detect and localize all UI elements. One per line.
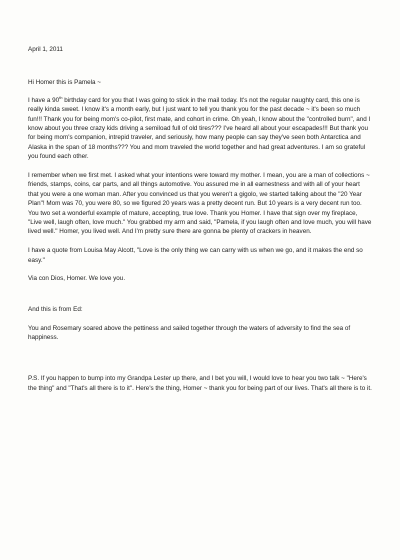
paragraph-birthday: [28, 96, 372, 162]
paragraph-birthday-post: birthday card for you that I was going to stick in the mail today. It's not the regular naughty card, this one is really kinda sweet. I know it's a month early, but I just want to tell you thank you for the past decade ~ it's been so much fun!!! Thank you for being mom's co-pilot, first mate, and cohort in crime. Oh yeah, I know about the "controlled burn", and I know about you three crazy kids driving a semiload full of old tires??? I've heard all about your escapades!!! But thank you for being mom's companion, intrepid traveler, and seriously, how many people can say they've seen both Antarctica and Alaska in the span of 18 months??? You and mom traveled the world together and had great adventures. I am so grateful you found each other.: [28, 96, 371, 161]
ordinal-suffix: th: [59, 94, 63, 100]
paragraph-alcott-quote: I have a quote from Louisa May Alcott, "Love is the only thing we can carry with us when we go, and it makes the end so easy.": [28, 247, 363, 264]
paragraph-postscript: P.S. If you happen to bump into my Grandpa Lester up there, and I bet you will, I would love to hear you two talk ~ "Here's the thing" and "That's all there is to it". Here's the thing, Homer ~ thank you for being part of our lives. That's all there is to it.: [28, 375, 372, 392]
paragraph-birthday-pre: I have a 90: [28, 96, 60, 104]
paragraph-ed-message: You and Rosemary soared above the pettiness and sailed together through the waters of adversity to find the sea of happiness.: [28, 325, 351, 342]
letter-date: April 1, 2011: [28, 46, 63, 53]
paragraph-from-ed: And this is from Ed:: [28, 306, 83, 314]
letter-greeting: Hi Homer this is Pamela ~: [28, 79, 101, 87]
paragraph-first-meeting: I remember when we first met. I asked what your intentions were toward my mother. I mean, you are a man of collections ~ friends, stamps, coins, car parts, and all things automotive. You assured me in all earnestness and with all of your heart that you were a one woman man. After you convinced us that you weren't a gigolo, we started talking about the "20 Year Plan"! Mom was 70, you were 80, so we figured 20 years was a pretty decent run. But 10 years is a very decent run too. You two set a wonderful example of mature, accepting, true love. Thank you Homer. I have that sign over my fireplace, "Live well, laugh often, love much." You grabbed my arm and said, "Pamela, if you laugh often and love much, you will have lived well." Homer, you lived well. And I'm pretty sure there are gonna be plenty of crackers in heaven.: [28, 172, 372, 236]
paragraph-farewell: Via con Dios, Homer. We love you.: [28, 275, 126, 283]
